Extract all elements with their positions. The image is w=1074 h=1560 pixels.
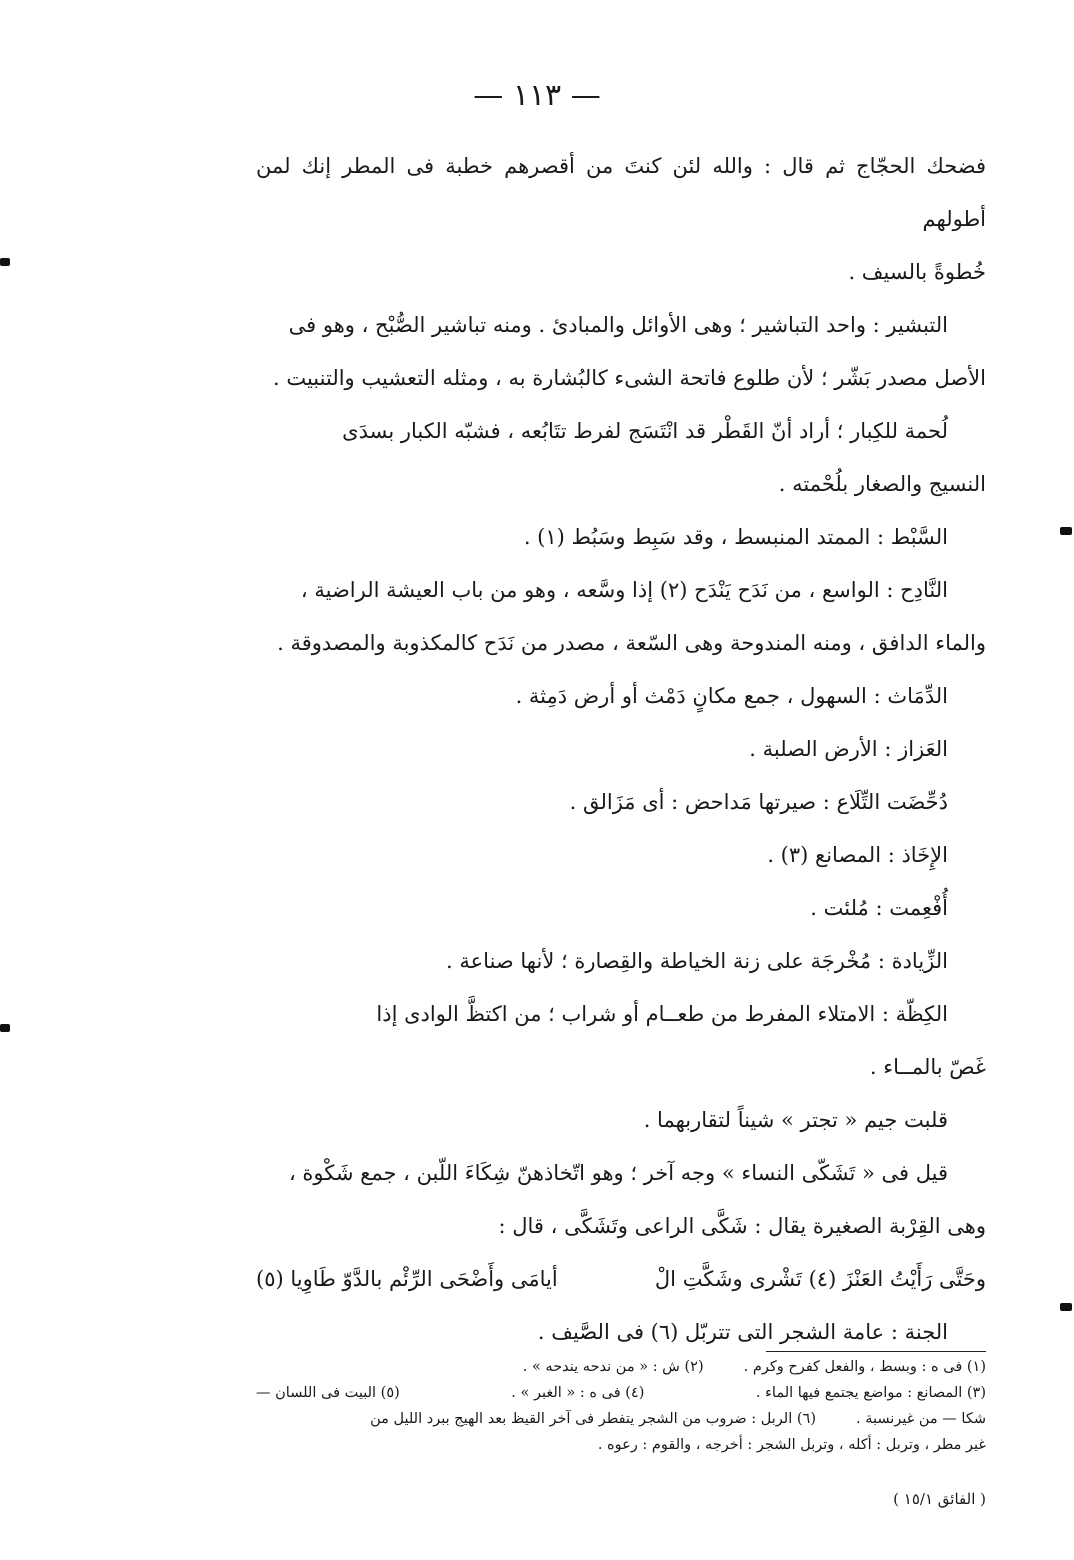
entry-luhma: لُحمة للكِبار ؛ أراد أنّ القَطْر قد انْتَسَج لفرط تتَابُعه ، فشبّه الكبار بسدَى [342,419,948,443]
paragraph-line: وهى القِرْبة الصغيرة يقال : شَكَّى الراعى وتَشَكَّى ، قال : [498,1214,986,1238]
margin-mark [1060,527,1072,535]
entry-dimath: الدِّمَاث : السهول ، جمع مكانٍ دَمْث أو أرض دَمِثة . [515,684,948,708]
entry-duhhidat: دُحِّضَت التِّلَاع : صيرتها مَداحض : أى مَزَالق . [569,790,948,814]
footnote-2: (٢) ش : « من ندحه يندحه » . [522,1359,704,1375]
footnote-row [256,1406,986,1432]
entry-ufimat: أُفْعِمت : مُلئت . [810,896,948,920]
footnote-4: (٤) فى ه : « الغبر » . [511,1385,645,1401]
entry-tashakki: قيل فى « تَشَكّى النساء » وجه آخر ؛ وهو اتّخاذهنّ شِكَاءَ اللّبن ، جمع شَكْوة ، [288,1161,948,1185]
entry-sabt: السَّبْط : الممتد المنبسط ، وقد سَبِط وسَبُط (١) . [523,525,948,549]
page-number: — ١١٣ — [473,78,601,113]
paragraph-line: والماء الدافق ، ومنه المندوحة وهى السّعة ، مصدر من نَدَح كالمكذوبة والمصدوقة . [277,631,986,655]
poetry-verse [256,1253,986,1306]
paragraph-line: فضحك الحجّاج ثم قال : والله لئن كنتَ من أقصرهم خطبة فى المطر إنك لمن أطولهم [256,154,986,231]
verse-second-hemistich: أيامَى وأَضْحَى الرِّئْم بالدَّوّ طَاوِيا (٥) [256,1267,558,1291]
entry-tajtar: قلبت جيم « تجتر » شيناً لتقاربهما . [643,1108,948,1132]
entry-ziyada: الزِّيادة : مُخْرجَة على زنة الخياطة والقِصارة ؛ لأنها صناعة . [446,949,948,973]
entry-tabshir: التبشير : واحد التباشير ؛ وهى الأوائل والمبادئ . ومنه تباشير الصُّبْح ، وهو فى [288,313,948,337]
footnote-6: (٦) الربل : ضروب من الشجر يتفطر فى آخر القيظ بعد الهيج ببرد الليل من [370,1411,816,1427]
footnote-row [256,1354,986,1380]
entry-kizza: الكِظّة : الامتلاء المفرط من طعــام أو شراب ؛ من اكتظَّ الوادى إذا [376,1002,948,1026]
footnote-6-continuation: غير مطر ، وتربل : أكله ، وتربل الشجر : أخرجه ، والقوم : رعوه . [597,1437,986,1453]
verse-first-hemistich: وحَتَّى رَأَيْتُ العَنْزَ (٤) تَشْرى وشَكَّتِ الْ [654,1267,986,1291]
paragraph-line: خُطوةً بالسيف . [848,260,986,284]
footnote-1: (١) فى ه : وبسط ، والفعل كفرح وكرم . [743,1359,986,1375]
entry-azaz: العَزاز : الأرض الصلبة . [749,737,948,761]
margin-mark [1060,1303,1072,1311]
footnote-row [256,1380,986,1406]
main-text [256,140,986,1359]
entry-nadih: النَّادِح : الواسع ، من نَدَح يَنْدَح (٢) إذا وسَّعه ، وهو من باب العيشة الراضية ، [300,578,948,602]
paragraph-line: غَصّ بالمــاء . [869,1055,986,1079]
footnote-3: (٣) المصانع : مواضع يجتمع فيها الماء . [755,1385,986,1401]
entry-ikhadh: الإِخَاذ : المصانع (٣) . [767,843,948,867]
signature-mark: ( الفائق ١٥/١ ) [893,1490,986,1508]
footnote-5: (٥) البيت فى اللسان — [256,1385,400,1401]
footnote-divider [766,1351,986,1352]
paragraph-line: النسيج والصغار بلُحْمته . [778,472,986,496]
footnote-5-continuation: شكا — من غيرنسبة . [855,1411,986,1427]
margin-mark [0,1024,10,1032]
margin-mark [0,258,10,266]
footnotes [256,1354,986,1458]
entry-janna: الجنة : عامة الشجر التى تتربّل (٦) فى الصَّيف . [537,1320,948,1344]
paragraph-line: الأصل مصدر بَشّر ؛ لأن طلوع فاتحة الشىء كالبُشارة به ، ومثله التعشيب والتنبيت . [273,366,986,390]
